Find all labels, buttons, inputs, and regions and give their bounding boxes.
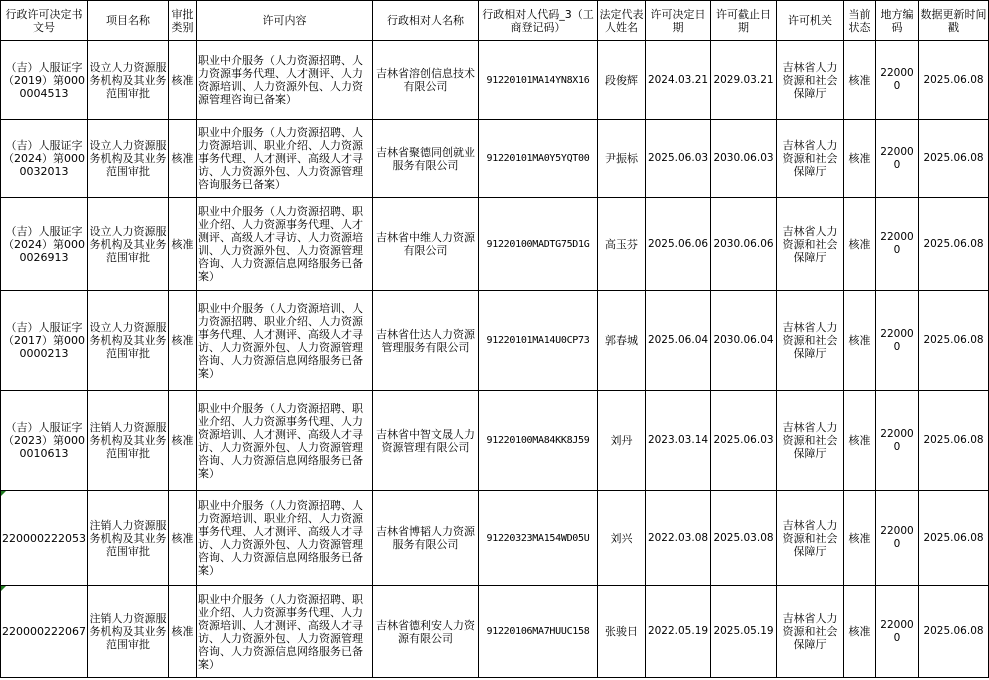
code-cell[interactable]: 91220100MADTG75D1G (479, 198, 598, 291)
header-row (1, 1, 989, 41)
decision-date-cell[interactable]: 2025.06.04 (646, 291, 711, 391)
project-cell[interactable]: 设立人力资源服务机构及其业务范围审批 (88, 291, 169, 391)
updated-cell[interactable]: 2025.06.08 (919, 391, 989, 491)
code-cell[interactable]: 91220101MA14YN8X16 (479, 41, 598, 120)
header-content[interactable]: 许可内容 (197, 1, 373, 41)
status-cell[interactable]: 核准 (844, 491, 876, 586)
header-end-date[interactable]: 许可截止日期 (711, 1, 777, 41)
project-cell[interactable]: 设立人力资源服务机构及其业务范围审批 (88, 198, 169, 291)
project-cell[interactable]: 注销人力资源服务机构及其业务范围审批 (88, 491, 169, 586)
header-code[interactable]: 行政相对人代码_3（工商登记码） (479, 1, 598, 41)
doc-no-cell[interactable]: （吉）人服证字（2024）第0000026913 (1, 198, 88, 291)
header-legal-rep[interactable]: 法定代表人姓名 (598, 1, 646, 41)
category-cell[interactable]: 核准 (169, 491, 197, 586)
table-row (1, 391, 989, 491)
number-stored-as-text-flag-icon (1, 586, 6, 591)
decision-date-cell[interactable]: 2022.05.19 (646, 586, 711, 678)
project-cell[interactable]: 设立人力资源服务机构及其业务范围审批 (88, 41, 169, 120)
project-cell[interactable]: 注销人力资源服务机构及其业务范围审批 (88, 586, 169, 678)
category-cell[interactable]: 核准 (169, 120, 197, 198)
permit-content-cell[interactable]: 职业中介服务（人力资源招聘、职业介绍、人力资源事务代理、人力资源培训、人才测评、高级人才寻访、人力资源外包、人力资源管理咨询、人力资源信息网络服务已备案） (197, 586, 373, 678)
permit-content-cell[interactable]: 职业中介服务（人力资源招聘、人力资源培训、职业介绍、人力资源事务代理、人才测评、高级人才寻访、人力资源外包、人力资源管理咨询、人力资源信息网络服务已备案） (197, 491, 373, 586)
region-cell[interactable]: 220000 (876, 491, 919, 586)
doc-no-cell[interactable] (1, 586, 88, 678)
end-date-cell[interactable]: 2029.03.21 (711, 41, 777, 120)
counterpart-cell[interactable]: 吉林省聚德同创就业服务有限公司 (373, 120, 479, 198)
category-cell[interactable]: 核准 (169, 198, 197, 291)
decision-date-cell[interactable]: 2022.03.08 (646, 491, 711, 586)
decision-date-cell[interactable]: 2024.03.21 (646, 41, 711, 120)
header-status[interactable]: 当前状态 (844, 1, 876, 41)
doc-no-text: 220000222067 (2, 625, 86, 638)
legal-rep-cell[interactable]: 刘丹 (598, 391, 646, 491)
table-row (1, 41, 989, 120)
legal-rep-cell[interactable]: 高玉芬 (598, 198, 646, 291)
status-cell[interactable]: 核准 (844, 586, 876, 678)
doc-no-cell[interactable] (1, 491, 88, 586)
table-row (1, 291, 989, 391)
status-cell[interactable]: 核准 (844, 41, 876, 120)
updated-cell[interactable]: 2025.06.08 (919, 41, 989, 120)
category-cell[interactable]: 核准 (169, 586, 197, 678)
table-row (1, 120, 989, 198)
code-cell[interactable]: 91220101MA14U0CP73 (479, 291, 598, 391)
end-date-cell[interactable]: 2030.06.04 (711, 291, 777, 391)
authority-cell[interactable]: 吉林省人力资源和社会保障厅 (777, 120, 844, 198)
legal-rep-cell[interactable]: 郭春城 (598, 291, 646, 391)
updated-cell[interactable]: 2025.06.08 (919, 198, 989, 291)
doc-no-cell[interactable]: （吉）人服证字（2023）第0000010613 (1, 391, 88, 491)
counterpart-cell[interactable]: 吉林省博韬人力资源服务有限公司 (373, 491, 479, 586)
project-cell[interactable]: 注销人力资源服务机构及其业务范围审批 (88, 391, 169, 491)
status-cell[interactable]: 核准 (844, 291, 876, 391)
region-cell[interactable]: 220000 (876, 586, 919, 678)
table-row (1, 586, 989, 678)
permit-content-cell[interactable]: 职业中介服务（人力资源招聘、人力资源事务代理、人才测评、人力资源培训、人力资源外包、人力资源管理咨询已备案） (197, 41, 373, 120)
authority-cell[interactable]: 吉林省人力资源和社会保障厅 (777, 198, 844, 291)
code-cell[interactable]: 91220106MA7HUUC158 (479, 586, 598, 678)
table-row (1, 491, 989, 586)
header-region[interactable]: 地方编码 (876, 1, 919, 41)
region-cell[interactable]: 220000 (876, 41, 919, 120)
project-cell[interactable]: 设立人力资源服务机构及其业务范围审批 (88, 120, 169, 198)
doc-no-cell[interactable]: （吉）人服证字（2017）第0000000213 (1, 291, 88, 391)
end-date-cell[interactable]: 2025.06.03 (711, 391, 777, 491)
counterpart-cell[interactable]: 吉林省德利安人力资源有限公司 (373, 586, 479, 678)
updated-cell[interactable]: 2025.06.08 (919, 291, 989, 391)
authority-cell[interactable]: 吉林省人力资源和社会保障厅 (777, 491, 844, 586)
doc-no-cell[interactable]: （吉）人服证字（2019）第0000004513 (1, 41, 88, 120)
authority-cell[interactable]: 吉林省人力资源和社会保障厅 (777, 291, 844, 391)
permit-content-cell[interactable]: 职业中介服务（人力资源培训、人力资源招聘、职业介绍、人力资源事务代理、人才测评、高级人才寻访、人力资源外包、人力资源管理咨询、人力资源信息网络服务已备案） (197, 291, 373, 391)
counterpart-cell[interactable]: 吉林省仕达人力资源管理服务有限公司 (373, 291, 479, 391)
code-cell[interactable]: 91220101MA0Y5YQT00 (479, 120, 598, 198)
updated-cell[interactable]: 2025.06.08 (919, 491, 989, 586)
legal-rep-cell[interactable]: 尹振标 (598, 120, 646, 198)
decision-date-cell[interactable]: 2023.03.14 (646, 391, 711, 491)
end-date-cell[interactable]: 2025.05.19 (711, 586, 777, 678)
status-cell[interactable]: 核准 (844, 120, 876, 198)
end-date-cell[interactable]: 2030.06.03 (711, 120, 777, 198)
table-row (1, 198, 989, 291)
code-cell[interactable]: 91220100MA84KK8J59 (479, 391, 598, 491)
header-authority[interactable]: 许可机关 (777, 1, 844, 41)
doc-no-cell[interactable]: （吉）人服证字（2024）第0000032013 (1, 120, 88, 198)
status-cell[interactable]: 核准 (844, 198, 876, 291)
region-cell[interactable]: 220000 (876, 391, 919, 491)
updated-cell[interactable]: 2025.06.08 (919, 586, 989, 678)
status-cell[interactable]: 核准 (844, 391, 876, 491)
doc-no-text: 220000222053 (2, 531, 86, 545)
number-stored-as-text-flag-icon (1, 491, 6, 496)
legal-rep-cell[interactable]: 刘兴 (598, 491, 646, 586)
permit-content-cell[interactable]: 职业中介服务（人力资源招聘、职业介绍、人力资源事务代理、人才测评、高级人才寻访、人力资源培训、人力资源外包、人力资源管理咨询、人力资源信息网络服务已备案） (197, 198, 373, 291)
end-date-cell[interactable]: 2030.06.06 (711, 198, 777, 291)
authority-cell[interactable]: 吉林省人力资源和社会保障厅 (777, 586, 844, 678)
category-cell[interactable]: 核准 (169, 41, 197, 120)
authority-cell[interactable]: 吉林省人力资源和社会保障厅 (777, 391, 844, 491)
header-doc-no[interactable]: 行政许可决定书文号 (1, 1, 88, 41)
permit-content-cell[interactable]: 职业中介服务（人力资源招聘、职业介绍、人力资源事务代理、人力资源培训、人才测评、高级人才寻访、人力资源外包、人力资源管理咨询、人力资源信息网络服务已备案） (197, 391, 373, 491)
legal-rep-cell[interactable]: 段俊辉 (598, 41, 646, 120)
counterpart-cell[interactable]: 吉林省溶创信息技术有限公司 (373, 41, 479, 120)
authority-cell[interactable]: 吉林省人力资源和社会保障厅 (777, 41, 844, 120)
region-cell[interactable]: 220000 (876, 198, 919, 291)
counterpart-cell[interactable]: 吉林省中维人力资源有限公司 (373, 198, 479, 291)
decision-date-cell[interactable]: 2025.06.03 (646, 120, 711, 198)
category-cell[interactable]: 核准 (169, 291, 197, 391)
updated-cell[interactable]: 2025.06.08 (919, 120, 989, 198)
code-cell[interactable]: 91220323MA154WD05U (479, 491, 598, 586)
legal-rep-cell[interactable]: 张骏日 (598, 586, 646, 678)
header-category[interactable]: 审批类别 (169, 1, 197, 41)
region-cell[interactable]: 220000 (876, 291, 919, 391)
header-project[interactable]: 项目名称 (88, 1, 169, 41)
decision-date-cell[interactable]: 2025.06.06 (646, 198, 711, 291)
counterpart-cell[interactable]: 吉林省中智文晟人力资源管理有限公司 (373, 391, 479, 491)
header-updated[interactable]: 数据更新时间戳 (919, 1, 989, 41)
end-date-cell[interactable]: 2025.03.08 (711, 491, 777, 586)
header-decision-date[interactable]: 许可决定日期 (646, 1, 711, 41)
region-cell[interactable]: 220000 (876, 120, 919, 198)
permit-content-cell[interactable]: 职业中介服务（人力资源招聘、人力资源培训、职业介绍、人力资源事务代理、人才测评、高级人才寻访、人力资源外包、人力资源管理咨询服务已备案） (197, 120, 373, 198)
category-cell[interactable]: 核准 (169, 391, 197, 491)
header-counterpart[interactable]: 行政相对人名称 (373, 1, 479, 41)
